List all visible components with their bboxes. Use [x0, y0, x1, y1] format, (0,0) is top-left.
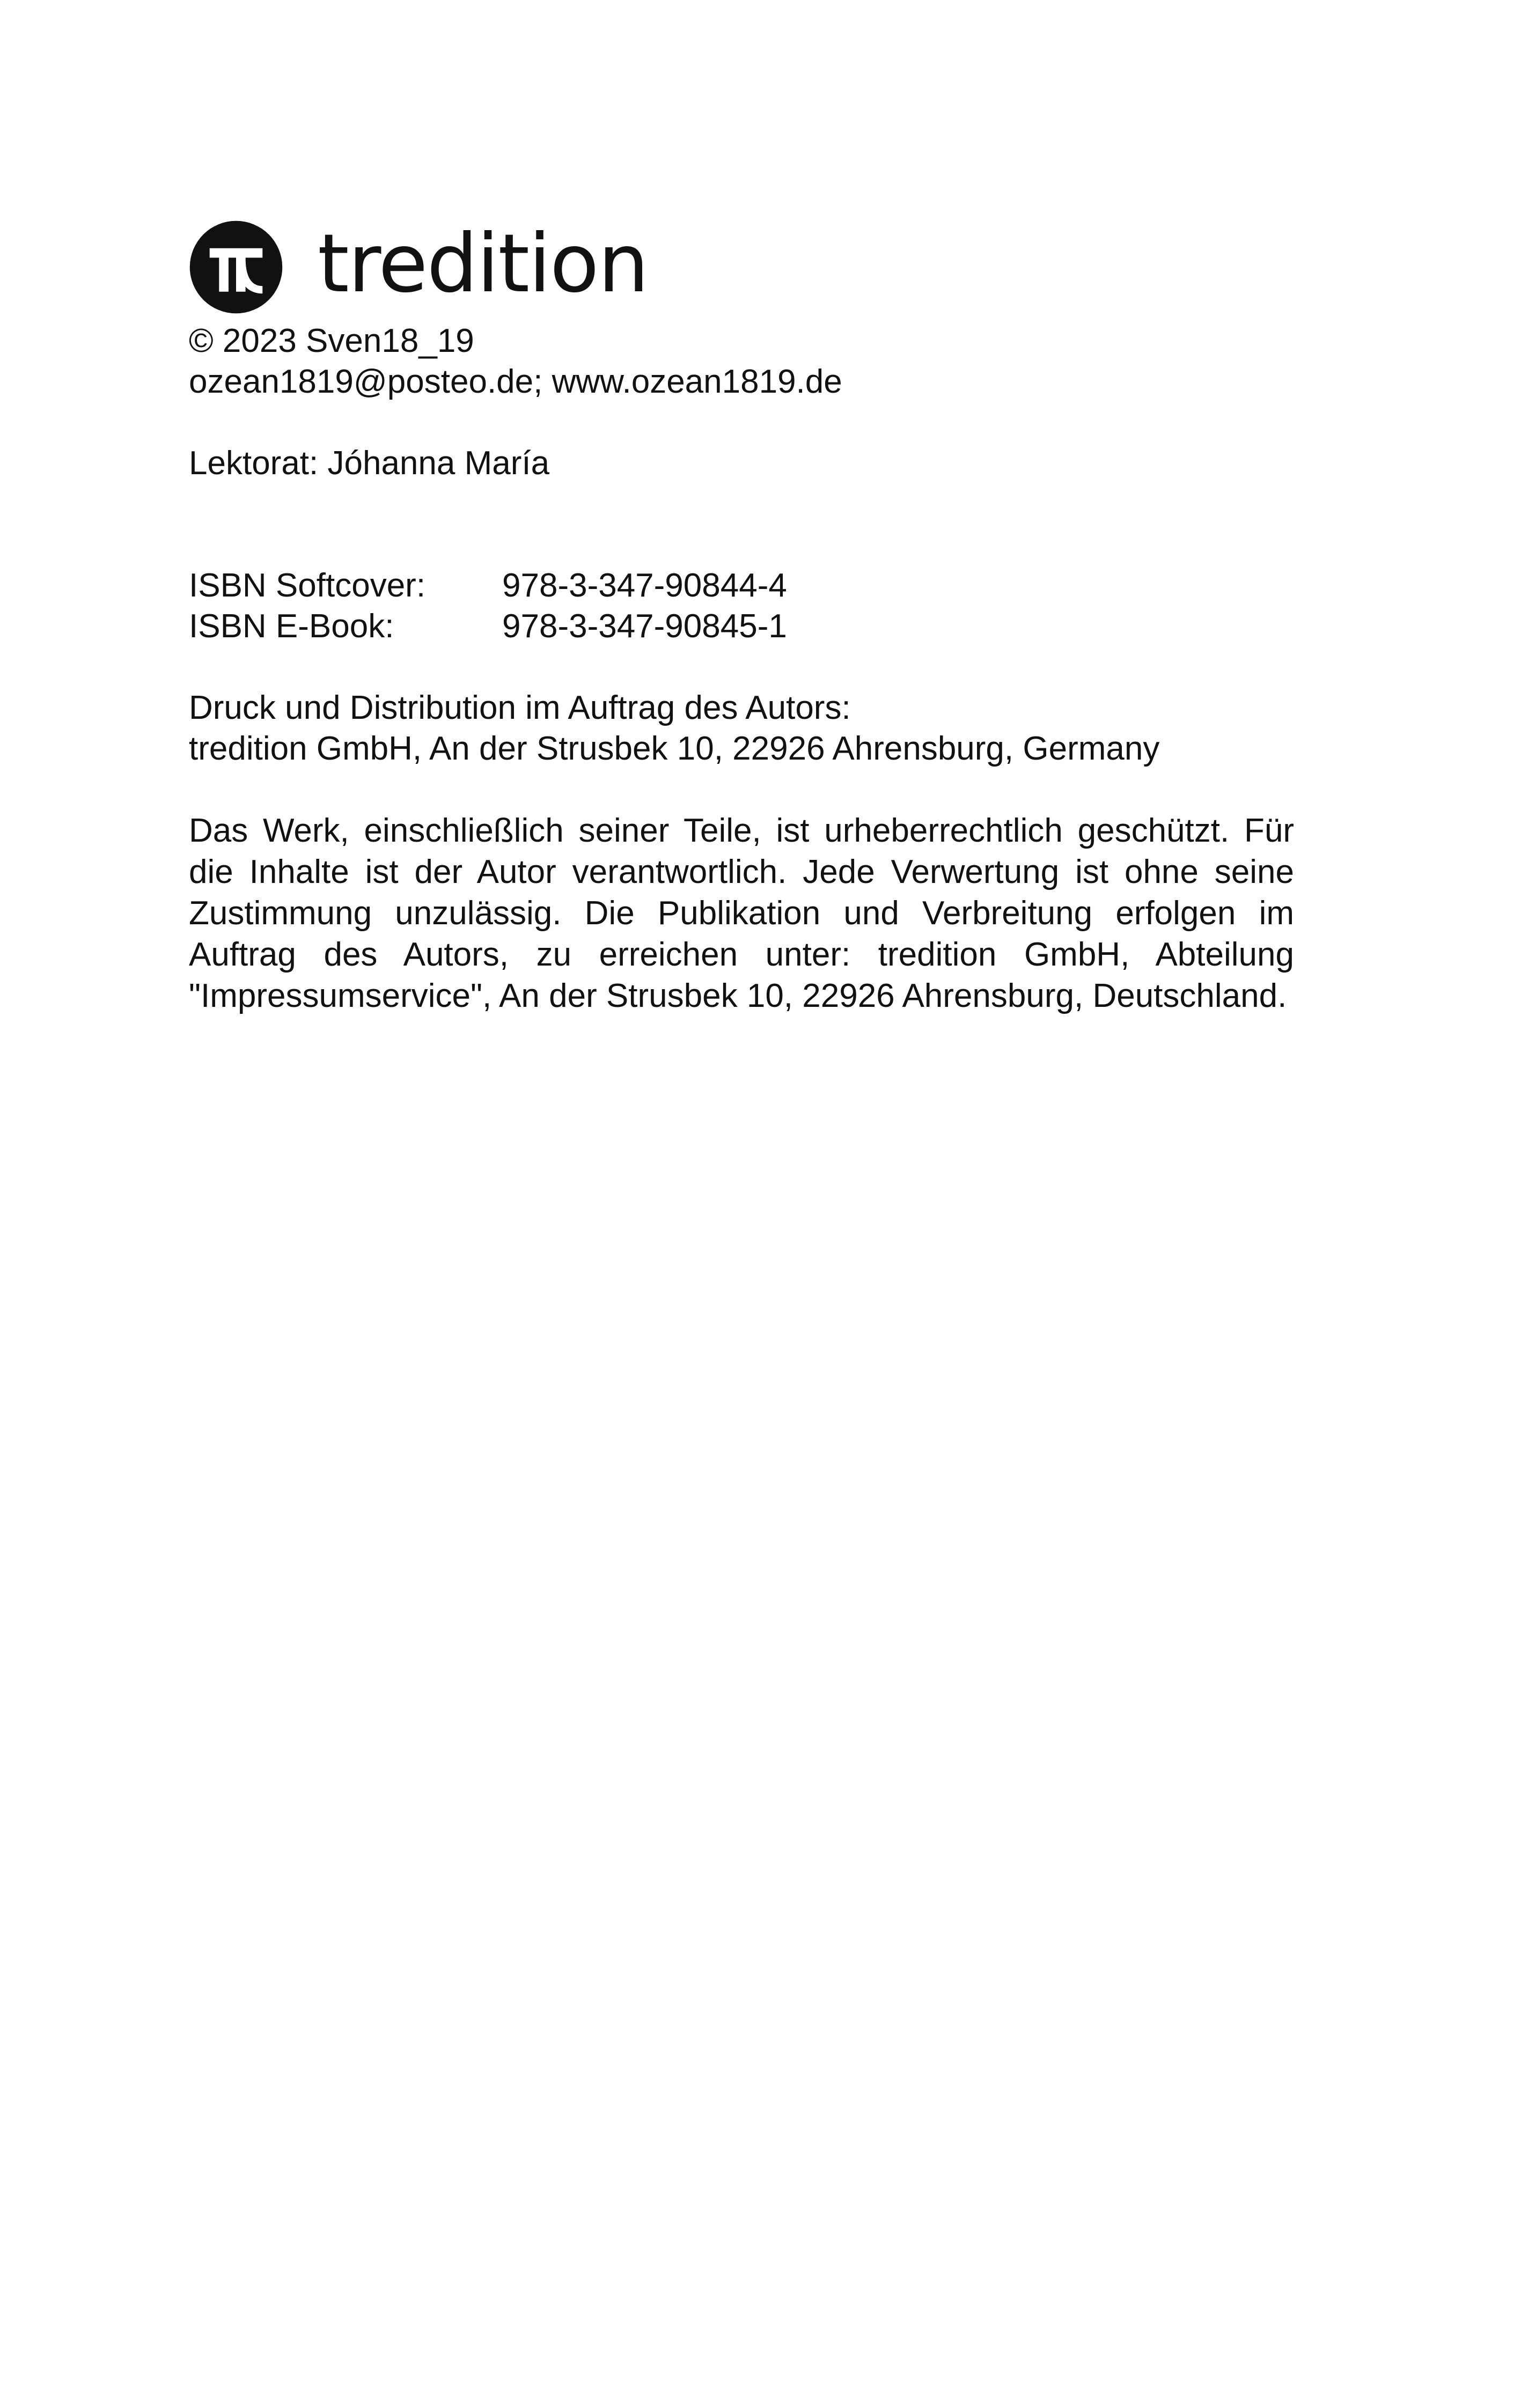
imprint-content [189, 213, 1294, 1017]
legal-notice: Das Werk, einschließlich seiner Teile, ist urheberrechtlich geschützt. Für die Inhalte ist der Autor verantwortlich. Jede Verwertung ist ohne seine Zustimmung unzulässig. Die Publikation und Verbreitung erfolgen im Auftrag des Autors, zu erreichen unter: tredition GmbH, Abteilung "Impressumservice", An der Strusbek 10, 22926 Ahrensburg, Deutschland. [189, 812, 1294, 1014]
tredition-logo-icon [189, 220, 283, 314]
print-line-2: tredition GmbH, An der Strusbek 10, 22926 Ahrensburg, Germany [189, 730, 1160, 767]
editor-line: Lektorat: Jóhanna María [189, 445, 550, 482]
contact-line: ozean1819@posteo.de; www.ozean1819.de [189, 363, 842, 400]
publisher-logo [189, 213, 1294, 321]
copyright-line: © 2023 Sven18_19 [189, 322, 474, 359]
isbn-label: ISBN Softcover: [189, 567, 426, 604]
isbn-value: 978-3-347-90844-4 [502, 567, 787, 604]
isbn-label: ISBN E-Book: [189, 608, 394, 645]
isbn-row-ebook [189, 606, 1294, 647]
isbn-row-softcover [189, 565, 1294, 606]
print-line-1: Druck und Distribution im Auftrag des Autors: [189, 689, 851, 726]
publisher-name: tredition [318, 217, 648, 311]
isbn-value: 978-3-347-90845-1 [502, 608, 787, 645]
